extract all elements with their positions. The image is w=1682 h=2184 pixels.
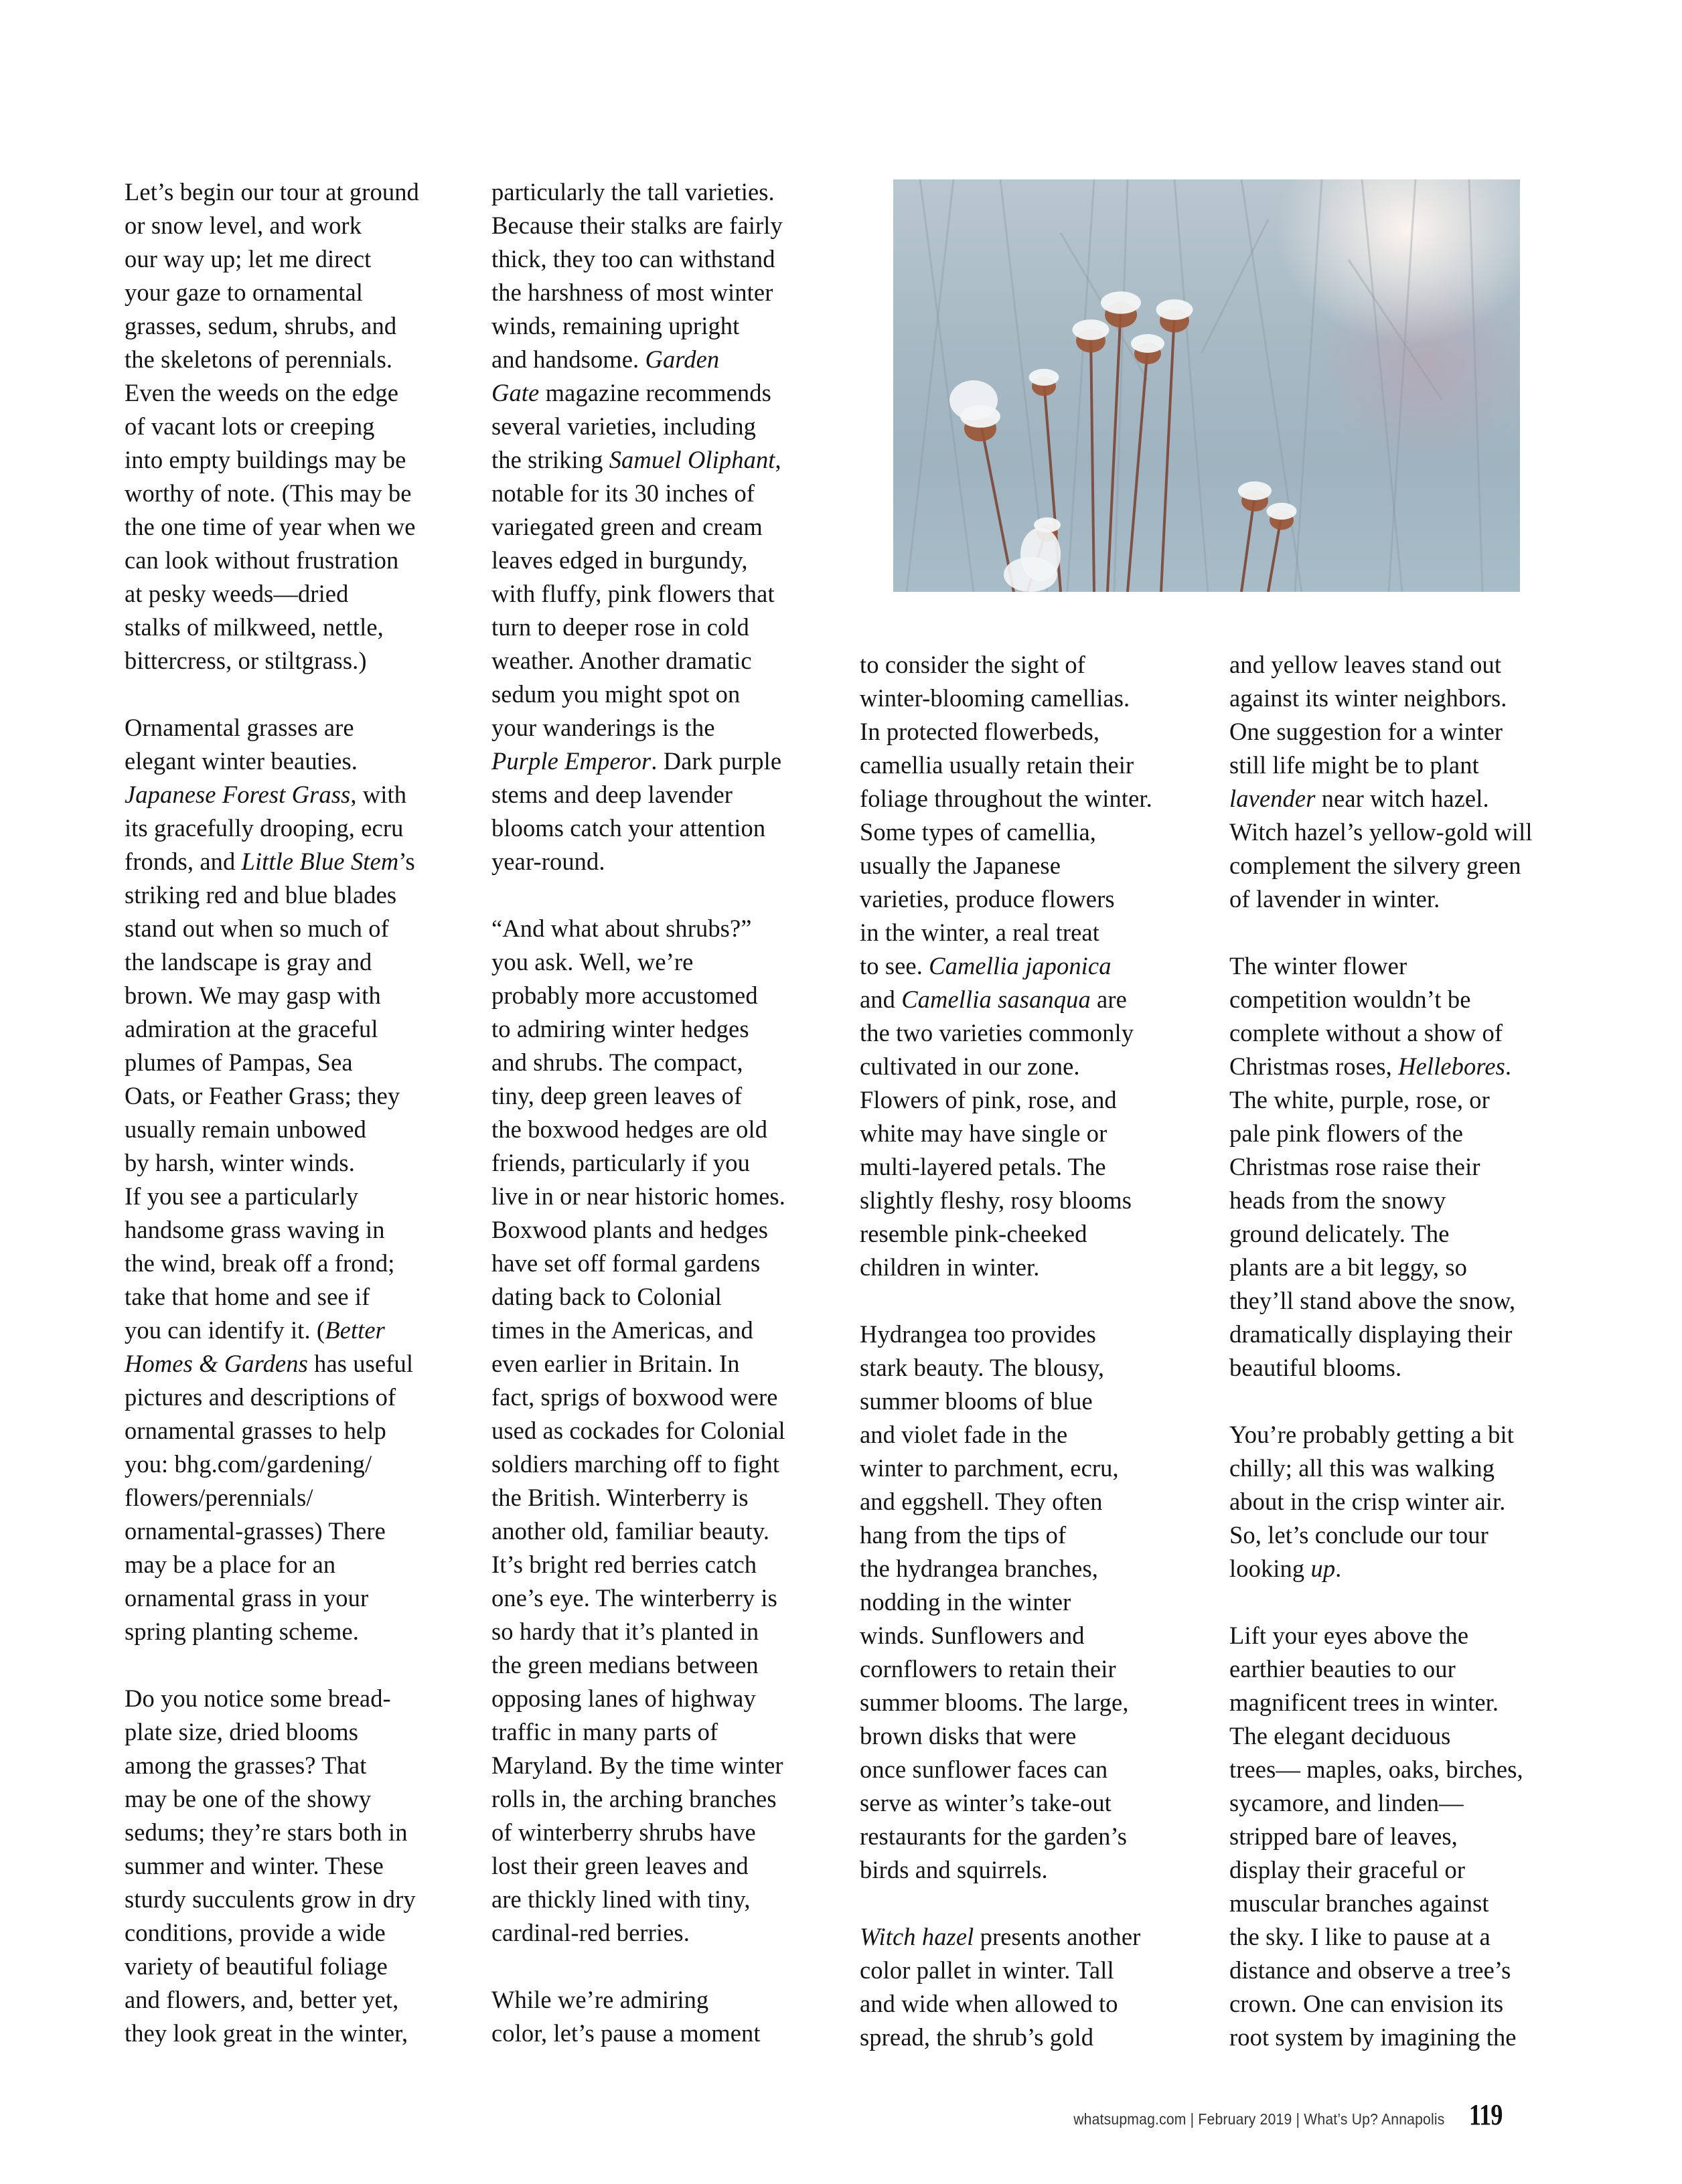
background-branch	[1469, 179, 1482, 592]
text-line: soldiers marching off to fight	[491, 1450, 780, 1478]
text-line: you can identify it. (Better	[125, 1316, 385, 1344]
text-line: white may have single or	[860, 1119, 1107, 1147]
paragraph-break	[491, 1950, 840, 1983]
text-line: even earlier in Britain. In	[491, 1350, 740, 1377]
text-line: Lift your eyes above the	[1229, 1622, 1469, 1649]
background-branch	[1362, 179, 1402, 592]
text-line: winter to parchment, ecru,	[860, 1454, 1119, 1482]
background-branch	[1295, 179, 1322, 592]
text-line: flowers/perennials/	[125, 1484, 313, 1511]
snow-cap	[1156, 299, 1193, 320]
text-line: our way up; let me direct	[125, 245, 372, 272]
snow-cap	[1029, 369, 1059, 386]
text-line: spring planting scheme.	[125, 1618, 359, 1645]
text-line: the harshness of most winter	[491, 279, 773, 306]
background-branch	[1067, 179, 1094, 592]
text-line: the hydrangea branches,	[860, 1555, 1098, 1582]
text-line: chilly; all this was walking	[1229, 1454, 1495, 1482]
text-line: elegant winter beauties.	[125, 747, 358, 775]
paragraph-break	[1229, 1585, 1578, 1619]
text-line: take that home and see if	[125, 1283, 370, 1310]
page-footer	[1041, 2098, 1503, 2131]
text-line: earthier beauties to our	[1229, 1655, 1456, 1683]
text-line: winds, remaining upright	[491, 312, 740, 339]
text-line: display their graceful or	[1229, 1856, 1466, 1883]
text-line: trees— maples, oaks, birches,	[1229, 1756, 1523, 1783]
text-line: cornflowers to retain their	[860, 1655, 1116, 1683]
paragraph-break	[1229, 916, 1578, 949]
text-line: striking red and blue blades	[125, 881, 397, 909]
snow-cap	[1238, 481, 1272, 500]
text-line: winds. Sunflowers and	[860, 1622, 1085, 1649]
snow-patch	[949, 380, 998, 420]
text-line: plate size, dried blooms	[125, 1718, 359, 1745]
text-line: plumes of Pampas, Sea	[125, 1048, 353, 1076]
text-line: birds and squirrels.	[860, 1856, 1048, 1883]
text-line: admiration at the graceful	[125, 1015, 378, 1042]
text-line: pictures and descriptions of	[125, 1383, 396, 1411]
text-line: Because their stalks are fairly	[491, 212, 783, 239]
text-line: Christmas roses, Hellebores.	[1229, 1052, 1512, 1080]
text-line: The winter flower	[1229, 952, 1407, 980]
plant-stem	[1161, 313, 1174, 592]
text-line: and shrubs. The compact,	[491, 1048, 743, 1076]
text-line: cardinal-red berries.	[491, 1919, 690, 1946]
text-line: among the grasses? That	[125, 1751, 367, 1779]
text-line: may be one of the showy	[125, 1785, 372, 1812]
text-line: dramatically displaying their	[1229, 1320, 1513, 1348]
text-line: competition wouldn’t be	[1229, 986, 1471, 1013]
text-line: can look without frustration	[125, 546, 399, 574]
text-line: heads from the snowy	[1229, 1186, 1446, 1214]
text-line: In protected flowerbeds,	[860, 718, 1100, 745]
text-line: the one time of year when we	[125, 513, 416, 540]
text-line: the landscape is gray and	[125, 948, 372, 976]
text-line: and flowers, and, better yet,	[125, 1986, 399, 2013]
background-branch	[1174, 179, 1208, 592]
text-line: lavender near witch hazel.	[1229, 785, 1489, 812]
text-line: of vacant lots or creeping	[125, 412, 375, 440]
text-line: your wanderings is the	[491, 714, 715, 741]
text-line: the British. Winterberry is	[491, 1484, 749, 1511]
text-line: leaves edged in burgundy,	[491, 546, 748, 574]
article-column-4	[1229, 648, 1578, 2054]
text-line: or snow level, and work	[125, 212, 362, 239]
paragraph-break	[1229, 1385, 1578, 1418]
article-column-3	[860, 648, 1208, 2054]
text-line: summer and winter. These	[125, 1852, 384, 1879]
text-line: spread, the shrub’s gold	[860, 2023, 1094, 2051]
article-column-1	[125, 175, 473, 2050]
text-line: One suggestion for a winter	[1229, 718, 1503, 745]
text-line: beautiful blooms.	[1229, 1354, 1402, 1381]
text-line: looking up.	[1229, 1555, 1342, 1582]
text-line: bittercress, or stiltgrass.)	[125, 647, 367, 674]
text-line: stems and deep lavender	[491, 781, 733, 808]
page-number: 119	[1469, 2098, 1503, 2131]
text-line: so hardy that it’s planted in	[491, 1618, 759, 1645]
text-line: at pesky weeds—dried	[125, 580, 349, 607]
text-line: your gaze to ornamental	[125, 279, 364, 306]
text-line: sedum you might spot on	[491, 680, 741, 708]
text-line: with fluffy, pink flowers that	[491, 580, 775, 607]
text-line: Boxwood plants and hedges	[491, 1216, 769, 1243]
text-line: the wind, break off a frond;	[125, 1249, 395, 1277]
text-line: year-round.	[491, 848, 605, 875]
text-line: against its winter neighbors.	[1229, 684, 1507, 712]
text-line: nodding in the winter	[860, 1588, 1071, 1616]
text-line: ground delicately. The	[1229, 1220, 1450, 1247]
text-line: particularly the tall varieties.	[491, 178, 775, 206]
text-line: Do you notice some bread-	[125, 1685, 391, 1712]
text-line: and yellow leaves stand out	[1229, 651, 1502, 678]
text-line: While we’re admiring	[491, 1986, 709, 2013]
text-line: Japanese Forest Grass, with	[125, 781, 407, 808]
text-line: the striking Samuel Oliphant,	[491, 446, 781, 473]
text-line: lost their green leaves and	[491, 1852, 749, 1879]
background-branch	[1389, 179, 1416, 592]
text-line: magnificent trees in winter.	[1229, 1689, 1499, 1716]
text-line: usually remain unbowed	[125, 1115, 367, 1143]
text-line: weather. Another dramatic	[491, 647, 752, 674]
text-line: you: bhg.com/gardening/	[125, 1450, 372, 1478]
text-line: times in the Americas, and	[491, 1316, 753, 1344]
text-line: multi-layered petals. The	[860, 1153, 1106, 1180]
text-line: the sky. I like to pause at a	[1229, 1923, 1490, 1950]
photo-illustration	[893, 179, 1520, 592]
text-line: crown. One can envision its	[1229, 1990, 1504, 2017]
text-line: Homes & Gardens has useful	[125, 1350, 414, 1377]
text-line: thick, they too can withstand	[491, 245, 775, 272]
text-line: worthy of note. (This may be	[125, 479, 412, 507]
text-line: hang from the tips of	[860, 1521, 1067, 1549]
text-line: resemble pink-cheeked	[860, 1220, 1087, 1247]
text-line: notable for its 30 inches of	[491, 479, 755, 507]
winter-seedheads-photo	[893, 179, 1520, 592]
text-line: plants are a bit leggy, so	[1229, 1253, 1467, 1281]
snow-cap	[1101, 291, 1141, 314]
text-line: used as cockades for Colonial	[491, 1417, 785, 1444]
text-line: fact, sprigs of boxwood were	[491, 1383, 778, 1411]
text-line: Maryland. By the time winter	[491, 1751, 783, 1779]
text-line: restaurants for the garden’s	[860, 1822, 1128, 1850]
text-line: brown disks that were	[860, 1722, 1077, 1749]
text-line: You’re probably getting a bit	[1229, 1421, 1514, 1448]
text-line: sycamore, and linden—	[1229, 1789, 1464, 1816]
background-branch	[1201, 220, 1268, 354]
text-line: “And what about shrubs?”	[491, 915, 752, 942]
snow-cap	[1267, 503, 1297, 520]
text-line: foliage throughout the winter.	[860, 785, 1152, 812]
text-line: rolls in, the arching branches	[491, 1785, 777, 1812]
text-line: probably more accustomed	[491, 982, 758, 1009]
text-line: stalks of milkweed, nettle,	[125, 613, 384, 641]
text-line: have set off formal gardens	[491, 1249, 761, 1277]
text-line: stark beauty. The blousy,	[860, 1354, 1105, 1381]
text-line: traffic in many parts of	[491, 1718, 718, 1745]
background-branch	[1349, 260, 1442, 400]
text-line: and Camellia sasanqua are	[860, 986, 1127, 1013]
text-line: and wide when allowed to	[860, 1990, 1118, 2017]
text-line: one’s eye. The winterberry is	[491, 1584, 777, 1612]
text-line: slightly fleshy, rosy blooms	[860, 1186, 1132, 1214]
text-line: fronds, and Little Blue Stem’s	[125, 848, 415, 875]
text-line: into empty buildings may be	[125, 446, 406, 473]
text-line: complete without a show of	[1229, 1019, 1503, 1046]
text-line: brown. We may gasp with	[125, 982, 381, 1009]
text-line: of winterberry shrubs have	[491, 1818, 756, 1846]
text-line: the skeletons of perennials.	[125, 345, 393, 373]
text-line: Ornamental grasses are	[125, 714, 354, 741]
text-line: children in winter.	[860, 1253, 1040, 1281]
text-line: varieties, produce flowers	[860, 885, 1115, 913]
text-line: dating back to Colonial	[491, 1283, 722, 1310]
text-line: ornamental-grasses) There	[125, 1517, 386, 1545]
paragraph-break	[860, 1887, 1208, 1920]
footer-publication-info: whatsupmag.com | February 2019 | What’s Up? Annapolis	[1073, 2110, 1445, 2128]
text-line: So, let’s conclude our tour	[1229, 1521, 1488, 1549]
text-line: once sunflower faces can	[860, 1756, 1108, 1783]
text-line: to see. Camellia japonica	[860, 952, 1112, 980]
paragraph-break	[860, 1284, 1208, 1318]
text-line: Some types of camellia,	[860, 818, 1097, 846]
text-line: summer blooms of blue	[860, 1387, 1093, 1415]
text-line: you ask. Well, we’re	[491, 948, 694, 976]
text-line: The white, purple, rose, or	[1229, 1086, 1490, 1113]
snow-cap	[1131, 334, 1164, 353]
text-line: the boxwood hedges are old	[491, 1115, 768, 1143]
text-line: Purple Emperor. Dark purple	[491, 747, 782, 775]
paragraph-break	[491, 878, 840, 912]
text-line: in the winter, a real treat	[860, 919, 1099, 946]
text-line: summer blooms. The large,	[860, 1689, 1129, 1716]
text-line: turn to deeper rose in cold	[491, 613, 749, 641]
text-line: friends, particularly if you	[491, 1149, 750, 1176]
text-line: muscular branches against	[1229, 1889, 1489, 1917]
article-column-2	[491, 175, 840, 2050]
text-line: cultivated in our zone.	[860, 1052, 1080, 1080]
paragraph-break	[125, 1648, 473, 1682]
text-line: to admiring winter hedges	[491, 1015, 749, 1042]
text-line: Gate magazine recommends	[491, 379, 771, 406]
text-line: serve as winter’s take-out	[860, 1789, 1112, 1816]
text-line: variety of beautiful foliage	[125, 1952, 388, 1980]
text-line: are thickly lined with tiny,	[491, 1885, 751, 1913]
text-line: the two varieties commonly	[860, 1019, 1134, 1046]
text-line: ornamental grasses to help	[125, 1417, 386, 1444]
text-line: to consider the sight of	[860, 651, 1085, 678]
plant-stem	[1091, 333, 1094, 592]
text-line: Oats, or Feather Grass; they	[125, 1082, 400, 1109]
text-line: The elegant deciduous	[1229, 1722, 1451, 1749]
text-line: live in or near historic homes.	[491, 1182, 785, 1210]
text-line: they look great in the winter,	[125, 2019, 408, 2047]
text-line: It’s bright red berries catch	[491, 1551, 757, 1578]
text-line: still life might be to plant	[1229, 751, 1479, 779]
text-line: another old, familiar beauty.	[491, 1517, 770, 1545]
text-line: Hydrangea too provides	[860, 1320, 1096, 1348]
text-line: handsome grass waving in	[125, 1216, 385, 1243]
text-line: Let’s begin our tour at ground	[125, 178, 419, 206]
text-line: winter-blooming camellias.	[860, 684, 1130, 712]
text-line: Witch hazel presents another	[860, 1923, 1141, 1950]
text-line: blooms catch your attention	[491, 814, 766, 842]
text-line: its gracefully drooping, ecru	[125, 814, 404, 842]
text-line: conditions, provide a wide	[125, 1919, 386, 1946]
text-line: color pallet in winter. Tall	[860, 1956, 1114, 1984]
text-line: If you see a particularly	[125, 1182, 359, 1210]
text-line: variegated green and cream	[491, 513, 763, 540]
snow-cap	[1073, 319, 1110, 340]
text-line: sedums; they’re stars both in	[125, 1818, 408, 1846]
text-line: of lavender in winter.	[1229, 885, 1440, 913]
text-line: grasses, sedum, shrubs, and	[125, 312, 397, 339]
text-line: Christmas rose raise their	[1229, 1153, 1480, 1180]
text-line: color, let’s pause a moment	[491, 2019, 761, 2047]
text-line: stripped bare of leaves,	[1229, 1822, 1458, 1850]
text-line: opposing lanes of highway	[491, 1685, 756, 1712]
plant-stem	[1128, 347, 1148, 592]
text-line: sturdy succulents grow in dry	[125, 1885, 416, 1913]
text-line: Witch hazel’s yellow-gold will	[1229, 818, 1533, 846]
text-line: and violet fade in the	[860, 1421, 1068, 1448]
text-line: distance and observe a tree’s	[1229, 1956, 1511, 1984]
text-line: and eggshell. They often	[860, 1488, 1103, 1515]
text-line: camellia usually retain their	[860, 751, 1134, 779]
text-line: about in the crisp winter air.	[1229, 1488, 1506, 1515]
snow-patch	[1004, 557, 1057, 592]
text-line: by harsh, winter winds.	[125, 1149, 355, 1176]
text-line: they’ll stand above the snow,	[1229, 1287, 1516, 1314]
text-line: complement the silvery green	[1229, 852, 1521, 879]
text-line: the green medians between	[491, 1651, 759, 1679]
text-line: several varieties, including	[491, 412, 757, 440]
text-line: usually the Japanese	[860, 852, 1061, 879]
text-line: pale pink flowers of the	[1229, 1119, 1464, 1147]
paragraph-break	[125, 678, 473, 711]
text-line: ornamental grass in your	[125, 1584, 369, 1612]
text-line: Flowers of pink, rose, and	[860, 1086, 1117, 1113]
text-line: root system by imagining the	[1229, 2023, 1517, 2051]
text-line: stand out when so much of	[125, 915, 389, 942]
text-line: and handsome. Garden	[491, 345, 720, 373]
text-line: Even the weeds on the edge	[125, 379, 399, 406]
text-line: may be a place for an	[125, 1551, 336, 1578]
text-line: tiny, deep green leaves of	[491, 1082, 743, 1109]
